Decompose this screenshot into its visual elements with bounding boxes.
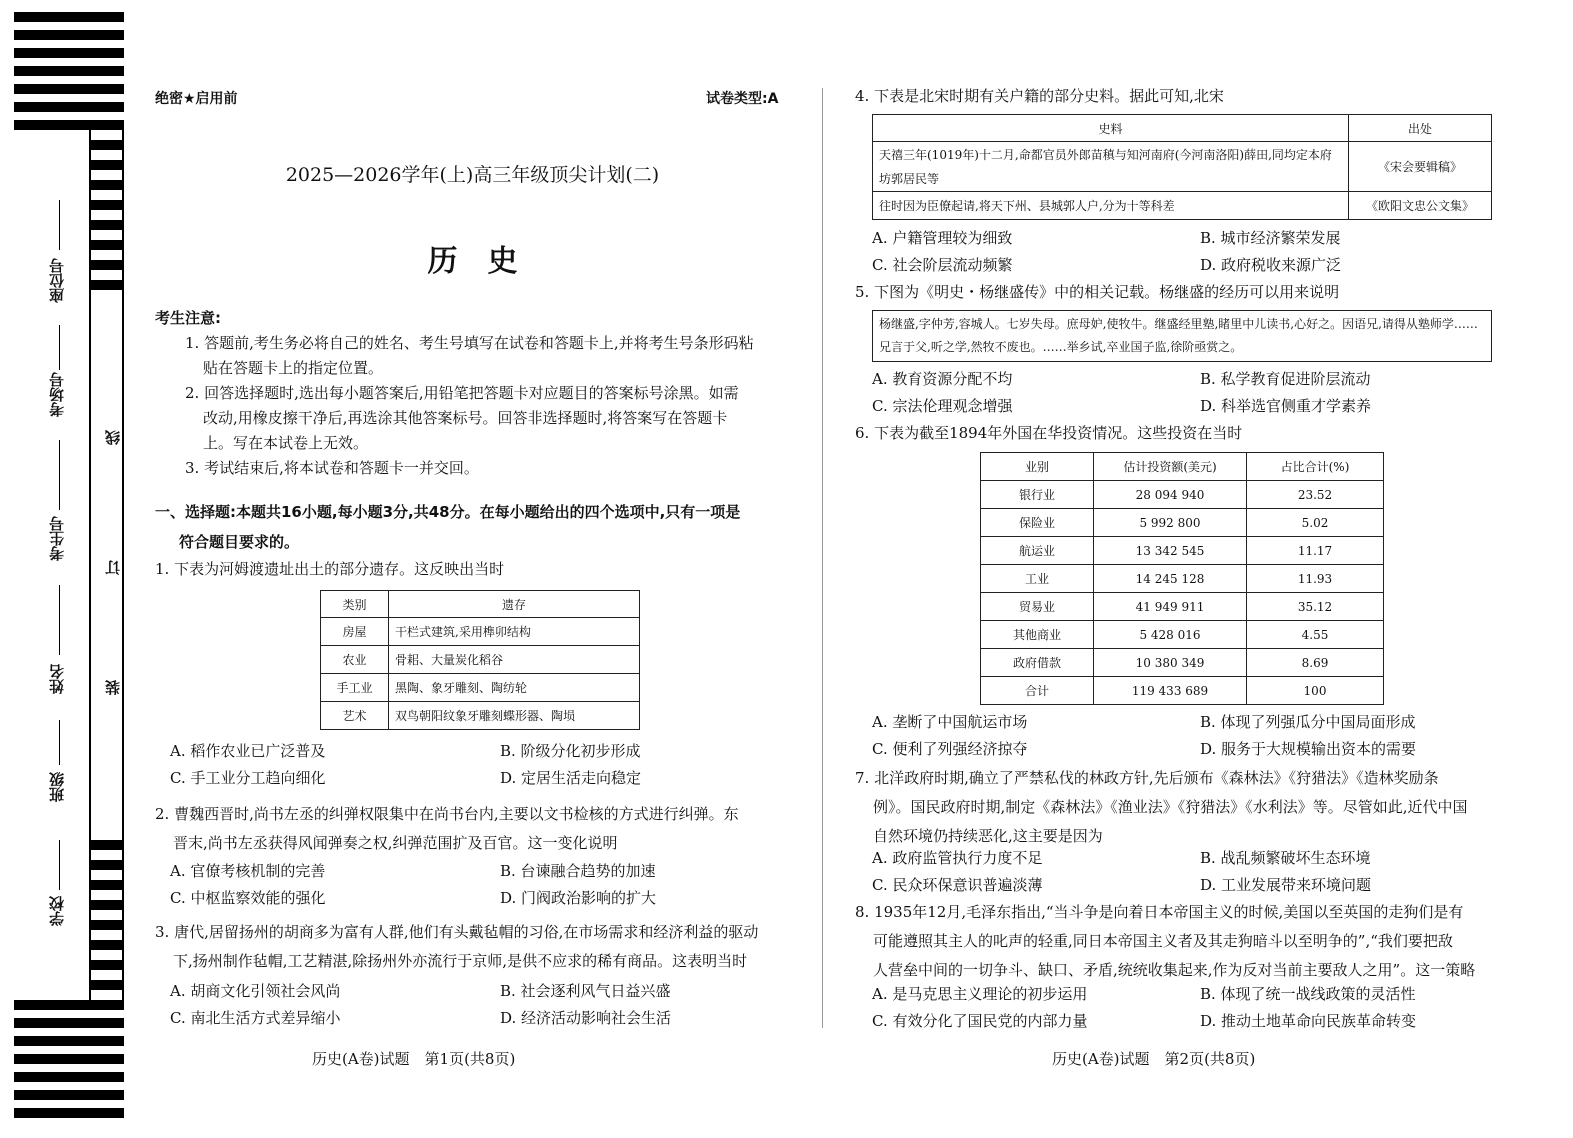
- option-c[interactable]: C. 民众环保意识普遍淡薄: [872, 876, 1043, 894]
- table-cell: 11.17: [1247, 537, 1384, 565]
- seat-number-label: 座位号: [48, 258, 66, 303]
- option-c[interactable]: C. 手工业分工趋向细化: [170, 769, 326, 787]
- page-footer-left: 历史(A卷)试题 第1页(共8页): [312, 1050, 516, 1068]
- question-8-line: 可能遵照其主人的叱声的轻重,同日本帝国主义者及其走狗暗斗以至明争的”,“我们要把敌: [873, 932, 1453, 950]
- section-heading-line2: 符合题目要求的。: [179, 533, 300, 551]
- option-a[interactable]: A. 政府监管执行力度不足: [872, 849, 1043, 867]
- question-2-line: 2. 曹魏西晋时,尚书左丞的纠弹权限集中在尚书台内,主要以文书检核的方式进行纠弹。东: [155, 805, 739, 823]
- question-2-options: [170, 858, 800, 912]
- table-cell: 10 380 349: [1094, 649, 1247, 677]
- table-cell: 保险业: [981, 509, 1094, 537]
- paper-type-label: 试卷类型:A: [706, 91, 779, 107]
- table-cell: 5 992 800: [1094, 509, 1247, 537]
- table-cell: 11.93: [1247, 565, 1384, 593]
- table-cell: 《宋会要辑稿》: [1349, 142, 1492, 192]
- table-header: 出处: [1349, 115, 1492, 142]
- question-6: [855, 421, 1515, 446]
- table-cell: 银行业: [981, 481, 1094, 509]
- table-cell: 贸易业: [981, 593, 1094, 621]
- table-cell: 28 094 940: [1094, 481, 1247, 509]
- table-cell: 黑陶、象牙雕刻、陶纺轮: [389, 674, 640, 702]
- option-a[interactable]: A. 官僚考核机制的完善: [170, 862, 326, 880]
- question-1: [155, 557, 795, 582]
- section-heading-line1: 一、选择题:本题共16小题,每小题3分,共48分。在每小题给出的四个选项中,只有一项是: [155, 503, 741, 521]
- table-cell: 农业: [321, 646, 389, 674]
- question-7-line: 例》。国民政府时期,制定《森林法》《渔业法》《狩猎法》《水利法》等。尽管如此,近代中国: [873, 798, 1468, 816]
- option-c[interactable]: C. 社会阶层流动频繁: [872, 256, 1013, 274]
- school-label: 学校: [48, 896, 66, 926]
- name-underline: [59, 585, 60, 655]
- option-c[interactable]: C. 有效分化了国民党的内部力量: [872, 1012, 1088, 1030]
- option-c[interactable]: C. 南北生活方式差异缩小: [170, 1009, 341, 1027]
- notice-block: [155, 306, 795, 481]
- question-3-line: 下,扬州制作毡帽,工艺精湛,除扬州外亦流行于京师,是供不应求的稀有商品。这表明当时: [173, 952, 748, 970]
- table-cell: 骨耜、大量炭化稻谷: [389, 646, 640, 674]
- question-5-quote: 杨继盛,字仲芳,容城人。七岁失母。庶母妒,使牧牛。继盛经里塾,睹里中儿读书,心好之。因语兄,请得从塾师学……兄言于父,听之学,然牧不废也。……举乡试,卒业国子监,徐阶亟赏之。: [872, 310, 1492, 362]
- question-3-options: [170, 978, 800, 1032]
- table-cell: 房屋: [321, 618, 389, 646]
- table-cell: 23.52: [1247, 481, 1384, 509]
- table-cell: 天禧三年(1019年)十二月,命都官员外郎苗稹与知河南府(今河南洛阳)薛田,同均定本府坊郭居民等: [873, 142, 1349, 192]
- table-cell: 《欧阳文忠公文集》: [1349, 192, 1492, 220]
- table-cell: 35.12: [1247, 593, 1384, 621]
- table-cell: 政府借款: [981, 649, 1094, 677]
- question-7-line: 7. 北洋政府时期,确立了严禁私伐的林政方针,先后颁布《森林法》《狩猎法》《造林奖励条: [855, 769, 1439, 787]
- notice-item: 贴在答题卡上的指定位置。: [203, 359, 384, 377]
- option-c[interactable]: C. 中枢监察效能的强化: [170, 889, 326, 907]
- class-underline: [59, 720, 60, 765]
- question-5-stem: 5. 下图为《明史・杨继盛传》中的相关记载。杨继盛的经历可以用来说明: [855, 283, 1340, 301]
- column-divider: [822, 88, 823, 1028]
- table-cell: 8.69: [1247, 649, 1384, 677]
- option-d[interactable]: D. 工业发展带来环境问题: [1200, 876, 1372, 894]
- table-cell: 5 428 016: [1094, 621, 1247, 649]
- subject-title: 历 史: [427, 244, 518, 279]
- table-cell: 工业: [981, 565, 1094, 593]
- option-d[interactable]: D. 经济活动影响社会生活: [500, 1009, 672, 1027]
- question-8-options: [872, 981, 1500, 1035]
- question-1-options: [170, 738, 800, 792]
- question-1-stem: 1. 下表为河姆渡遗址出土的部分遗存。这反映出当时: [155, 560, 505, 578]
- page-footer-right: 历史(A卷)试题 第2页(共8页): [1052, 1050, 1256, 1068]
- option-d[interactable]: D. 服务于大规模输出资本的需要: [1200, 740, 1417, 758]
- table-header: 占比合计(%): [1247, 453, 1384, 481]
- table-cell: 往时因为臣僚起请,将天下州、县城郭人户,分为十等科差: [873, 192, 1349, 220]
- option-a[interactable]: A. 户籍管理较为细致: [872, 229, 1013, 247]
- question-7: [855, 764, 1515, 851]
- question-4-table: [872, 114, 1492, 220]
- table-cell: 4.55: [1247, 621, 1384, 649]
- option-b[interactable]: B. 私学教育促进阶层流动: [1200, 370, 1371, 388]
- table-header: 遗存: [389, 591, 640, 618]
- candidate-number-underline: [59, 440, 60, 510]
- table-cell: 航运业: [981, 537, 1094, 565]
- question-6-options: [872, 709, 1500, 763]
- question-4: [855, 84, 1515, 109]
- option-b[interactable]: B. 体现了统一战线政策的灵活性: [1200, 985, 1416, 1003]
- option-b[interactable]: B. 社会逐利风气日益兴盛: [500, 982, 671, 1000]
- question-8-line: 8. 1935年12月,毛泽东指出,“当斗争是向着日本帝国主义的时候,美国以至英国的走狗们是有: [855, 903, 1464, 921]
- question-3: [155, 918, 795, 976]
- question-8: [855, 898, 1515, 985]
- table-cell: 双鸟朝阳纹象牙雕刻蝶形器、陶埙: [389, 702, 640, 730]
- table-cell: 14 245 128: [1094, 565, 1247, 593]
- notice-item: 3. 考试结束后,将本试卷和答题卡一并交回。: [185, 459, 479, 477]
- option-c[interactable]: C. 便利了列强经济掠夺: [872, 740, 1028, 758]
- table-header: 估计投资额(美元): [1094, 453, 1247, 481]
- option-d[interactable]: D. 科举选官侧重才学素养: [1200, 397, 1372, 415]
- notice-heading: 考生注意:: [155, 309, 221, 327]
- class-label: 班级: [48, 772, 66, 802]
- table-cell: 合计: [981, 677, 1094, 705]
- table-cell: 手工业: [321, 674, 389, 702]
- question-6-table: [980, 452, 1384, 705]
- exam-title: 2025—2026学年(上)高三年级顶尖计划(二): [285, 164, 660, 186]
- notice-item: 上。写在本试卷上无效。: [203, 434, 369, 452]
- option-b[interactable]: B. 战乱频繁破坏生态环境: [1200, 849, 1371, 867]
- table-header: 史料: [873, 115, 1349, 142]
- table-header: 类别: [321, 591, 389, 618]
- table-cell: 100: [1247, 677, 1384, 705]
- table-cell: 5.02: [1247, 509, 1384, 537]
- option-a[interactable]: A. 稻作农业已广泛普及: [170, 742, 326, 760]
- table-cell: 41 949 911: [1094, 593, 1247, 621]
- option-b[interactable]: B. 台谏融合趋势的加速: [500, 862, 656, 880]
- option-c[interactable]: C. 宗法伦理观念增强: [872, 397, 1013, 415]
- notice-item: 1. 答题前,考生务必将自己的姓名、考生号填写在试卷和答题卡上,并将考生号条形码粘: [185, 334, 754, 352]
- question-4-options: [872, 225, 1500, 279]
- question-4-stem: 4. 下表是北宋时期有关户籍的部分史料。据此可知,北宋: [855, 87, 1224, 105]
- table-cell: 艺术: [321, 702, 389, 730]
- question-2-line: 晋末,尚书左丞获得风闻弹奏之权,纠弹范围扩及百官。这一变化说明: [173, 834, 618, 852]
- question-7-line: 自然环境仍持续恶化,这主要是因为: [873, 827, 1103, 845]
- exam-room-underline: [59, 325, 60, 370]
- question-2: [155, 800, 795, 858]
- table-cell: 119 433 689: [1094, 677, 1247, 705]
- option-a[interactable]: A. 胡商文化引领社会风尚: [170, 982, 341, 1000]
- candidate-number-label: 考生号: [48, 516, 66, 561]
- question-7-options: [872, 845, 1500, 899]
- option-b[interactable]: B. 城市经济繁荣发展: [1200, 229, 1341, 247]
- question-5-options: [872, 366, 1500, 420]
- school-underline: [59, 840, 60, 890]
- table-cell: 干栏式建筑,采用榫卯结构: [389, 618, 640, 646]
- option-d[interactable]: D. 政府税收来源广泛: [1200, 256, 1342, 274]
- exam-room-label: 考场号: [48, 372, 66, 417]
- option-a[interactable]: A. 教育资源分配不均: [872, 370, 1013, 388]
- question-3-line: 3. 唐代,居留扬州的胡商多为富有人群,他们有头戴毡帽的习俗,在市场需求和经济利益的驱动: [155, 923, 759, 941]
- option-b[interactable]: B. 体现了列强瓜分中国局面形成: [1200, 713, 1416, 731]
- cut-mark-bind: 订: [104, 560, 122, 575]
- option-d[interactable]: D. 推动土地革命向民族革命转变: [1200, 1012, 1417, 1030]
- question-6-stem: 6. 下表为截至1894年外国在华投资情况。这些投资在当时: [855, 424, 1243, 442]
- cut-mark-line: 线: [104, 430, 122, 445]
- option-d[interactable]: D. 门阀政治影响的扩大: [500, 889, 657, 907]
- notice-item: 改动,用橡皮擦干净后,再选涂其他答案标号。回答非选择题时,将答案写在答题卡: [203, 409, 728, 427]
- cut-mark-seal: 装: [104, 680, 122, 695]
- table-header: 业别: [981, 453, 1094, 481]
- section-heading: [155, 497, 795, 557]
- question-5: [855, 280, 1515, 305]
- secret-label: 绝密★启用前: [155, 91, 238, 107]
- option-a[interactable]: A. 是马克思主义理论的初步运用: [872, 985, 1088, 1003]
- table-cell: 其他商业: [981, 621, 1094, 649]
- notice-item: 2. 回答选择题时,选出每小题答案后,用铅笔把答题卡对应题目的答案标号涂黑。如需: [185, 384, 739, 402]
- table-cell: 13 342 545: [1094, 537, 1247, 565]
- question-8-line: 人营垒中间的一切争斗、缺口、矛盾,统统收集起来,作为反对当前主要敌人之用”。这一策略: [873, 961, 1476, 979]
- name-label: 姓名: [48, 664, 66, 694]
- option-d[interactable]: D. 定居生活走向稳定: [500, 769, 642, 787]
- option-b[interactable]: B. 阶级分化初步形成: [500, 742, 641, 760]
- seat-number-underline: [59, 200, 60, 250]
- question-1-table: [320, 590, 640, 730]
- option-a[interactable]: A. 垄断了中国航运市场: [872, 713, 1028, 731]
